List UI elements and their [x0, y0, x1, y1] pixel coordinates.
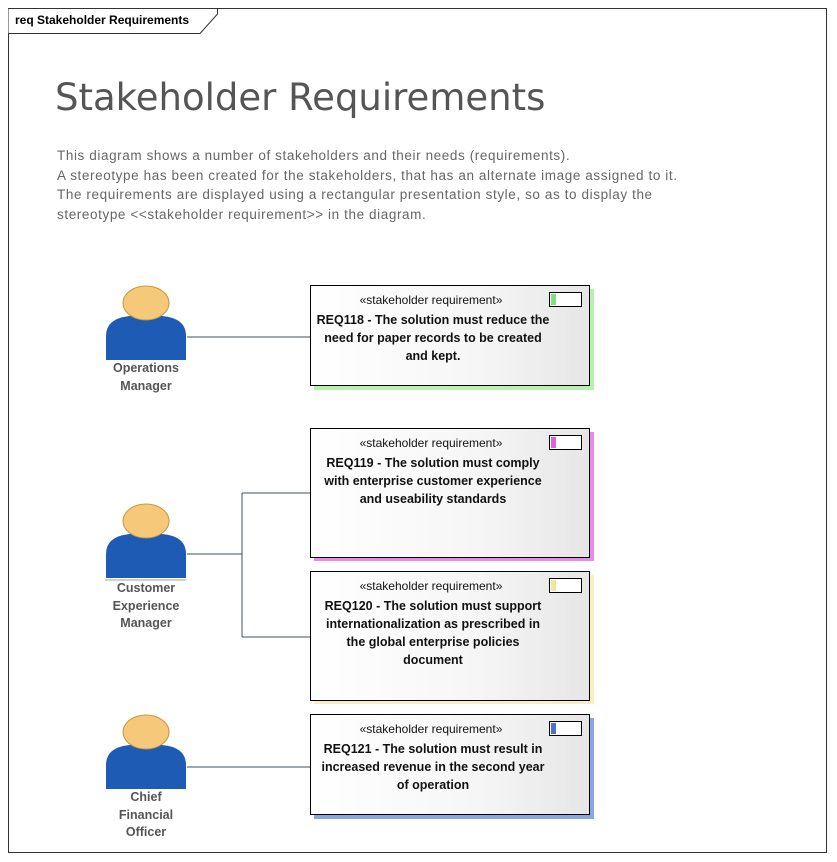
description-line: A stereotype has been created for the stakeholders, that has an alternate image assigned to it. [57, 167, 678, 183]
requirement-stereotype: «stakeholder requirement» [359, 722, 503, 736]
requirement-text: REQ120 - The solution must support internationalization as prescribed in the global enterprise policies document [324, 599, 542, 667]
requirement-req121[interactable] [310, 714, 590, 815]
requirement-color-marker [551, 437, 556, 448]
diagram-frame-label: req Stakeholder Requirements [15, 13, 190, 27]
requirement-icon [549, 435, 582, 450]
stakeholder-person-icon [96, 713, 196, 793]
requirement-icon [549, 721, 582, 736]
description-line: stereotype <<stakeholder requirement>> in the diagram. [57, 206, 427, 222]
stakeholder-person-icon [96, 284, 196, 364]
actor-label: Customer Experience Manager [112, 581, 180, 630]
requirement-stereotype: «stakeholder requirement» [359, 293, 503, 307]
requirement-color-marker [551, 294, 556, 305]
requirement-req120[interactable] [310, 571, 590, 701]
requirement-req118[interactable] [310, 285, 590, 386]
requirement-icon [549, 292, 582, 307]
requirement-color-marker [551, 723, 556, 734]
requirement-stereotype: «stakeholder requirement» [359, 579, 503, 593]
description-line: This diagram shows a number of stakeholders and their needs (requirements). [57, 148, 571, 163]
stakeholder-person-icon [96, 502, 196, 582]
actor-label: Operations Manager [113, 361, 179, 393]
requirement-stereotype: «stakeholder requirement» [359, 436, 503, 450]
requirement-color-marker [551, 580, 556, 591]
requirement-text: REQ121 - The solution must result in increased revenue in the second year of operation [321, 742, 545, 792]
description-line: The requirements are displayed using a rectangular presentation style, so as to display the [57, 187, 653, 202]
requirement-text: REQ118 - The solution must reduce the need for paper records to be created and kept. [316, 313, 550, 363]
diagram-title: Stakeholder Requirements [55, 76, 546, 119]
requirement-text: REQ119 - The solution must comply with enterprise customer experience and useability standards [324, 456, 542, 506]
requirement-req119[interactable] [310, 428, 590, 558]
actor-label: Chief Financial Officer [118, 790, 174, 839]
requirement-icon [549, 578, 582, 593]
